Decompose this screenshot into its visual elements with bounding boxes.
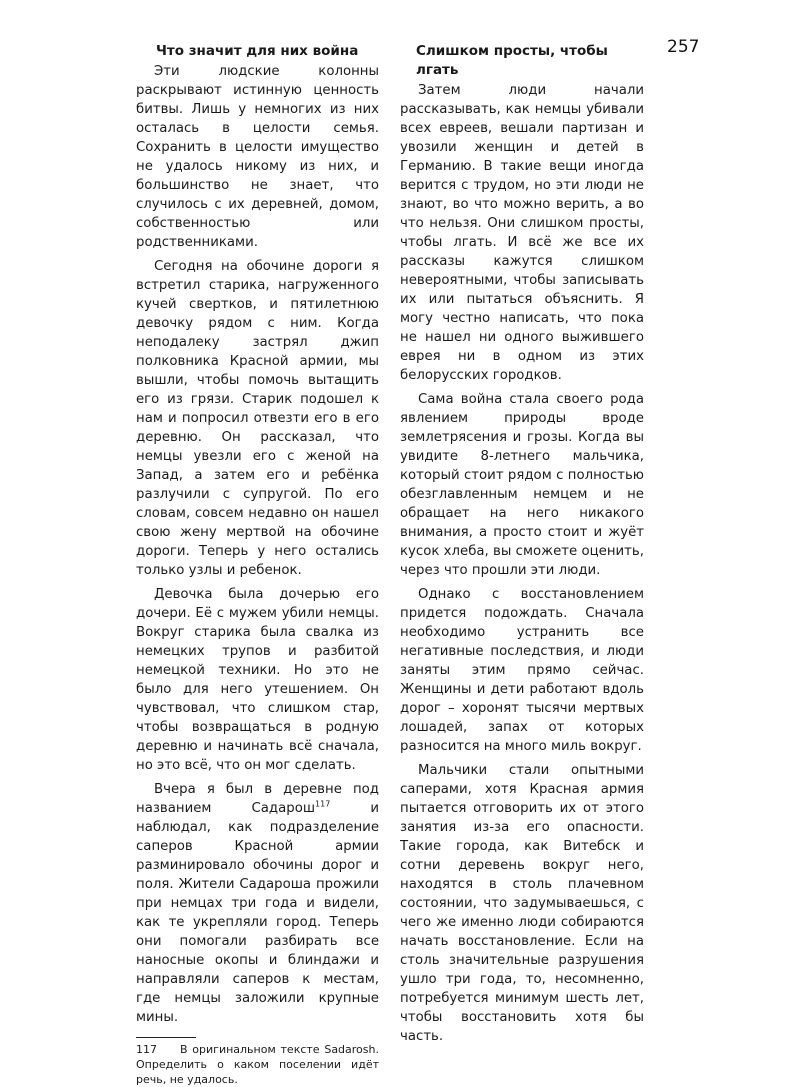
left-paragraph-4-end: и наблюдал, как подразделение саперов Красной армии разминировало обочины дорог и поля. Жители Садароша прожили при немцах три года и видели, как те укрепляли город. Теперь они помогали разбирать все наносные окопы и блиндажи и направляли саперов к местам, где немцы заложили крупные мины. — [136, 801, 379, 1025]
left-paragraph-1: Эти людские колонны раскрывают истинную ценность битвы. Лишь у немногих из них осталась в целости семья. Сохранить в целости имущество не удалось никому из них, и большинство не знает, что случилось с их деревней, домом, собственностью или родственниками. — [136, 64, 379, 250]
footnote-reference: 117 — [315, 799, 331, 809]
right-paragraph-4: Мальчики стали опытными саперами, хотя Красная армия пытается отговорить их от этого занятия из-за его опасности. Такие города, как Витебск и сотни деревень вокруг него, находятся в столь плачевном состоянии, что задумываешься, с чего же именно люди собираются начать восстановление. Если на столь значительные разрушения ушло три года, то, несомненно, потребуется минимум шесть лет, чтобы восстановить хотя бы часть. — [400, 763, 644, 1044]
footnote-text: В оригинальном тексте Sadarosh. Определить о каком поселении идёт речь, не удалось. — [136, 1043, 379, 1086]
right-column — [400, 42, 644, 1051]
left-paragraph-2: Сегодня на обочине дороги я встретил старика, нагруженного кучей свертков, и пятилетнюю девочку рядом с ним. Когда неподалеку застрял джип полковника Красной армии, мы вышли, чтобы помочь вытащить его из грязи. Старик подошел к нам и попросил отвезти его в его деревню. Он рассказал, что немцы увезли его с женой на Запад, а затем его и ребёнка разлучили с супругой. По его словам, совсем недавно он нашел свою жену мертвой на обочине дороги. Теперь у него остались только узлы и ребенок. — [136, 259, 379, 578]
footnote — [136, 1042, 379, 1087]
footnote-number: 117 — [136, 1043, 157, 1056]
right-paragraph-2: Сама война стала своего рода явлением природы вроде землетрясения и грозы. Когда вы увидите 8-летнего мальчика, который стоит рядом с полностью обезглавленным немцем и не обращает на него никакого внимания, а просто стоит и жуёт кусок хлеба, вы сможете оценить, через что прошли эти люди. — [400, 392, 644, 578]
footnote-divider — [136, 1037, 196, 1038]
right-paragraph-1: Затем люди начали рассказывать, как немцы убивали всех евреев, вешали партизан и увозили женщин и детей в Германию. В такие вещи иногда верится с трудом, но эти люди не знают, во что можно верить, а во что нельзя. Они слишком просты, чтобы лгать. И всё же все их рассказы кажутся слишком невероятными, чтобы записывать их или пытаться объяснить. Я могу честно написать, что пока не нашел ни одного выжившего еврея ни в одном из этих белорусских городков. — [400, 83, 644, 383]
left-column — [136, 42, 379, 1087]
page-number: 257 — [667, 37, 700, 57]
left-paragraph-4-start: Вчера я был в деревне под названием Садарош — [136, 782, 379, 816]
left-paragraph-4 — [136, 780, 379, 1027]
right-paragraph-3: Однако с восстановлением придется подождать. Сначала необходимо устранить все негативные последствия, и люди заняты этим прямо сейчас. Женщины и дети работают вдоль дорог – хоронят тысячи мертвых лошадей, запах от которых разносится на много миль вокруг. — [400, 587, 644, 754]
right-column-heading: Слишком просты, чтобы лгать — [416, 43, 608, 78]
left-column-heading: Что значит для них война — [156, 43, 359, 59]
left-paragraph-3: Девочка была дочерью его дочери. Её с мужем убили немцы. Вокруг старика была свалка из немецких трупов и разбитой немецкой техники. Но это не было для него утешением. Он чувствовал, что слишком стар, чтобы возвращаться в родную деревню и начинать всё сначала, но это всё, что он мог сделать. — [136, 587, 379, 773]
